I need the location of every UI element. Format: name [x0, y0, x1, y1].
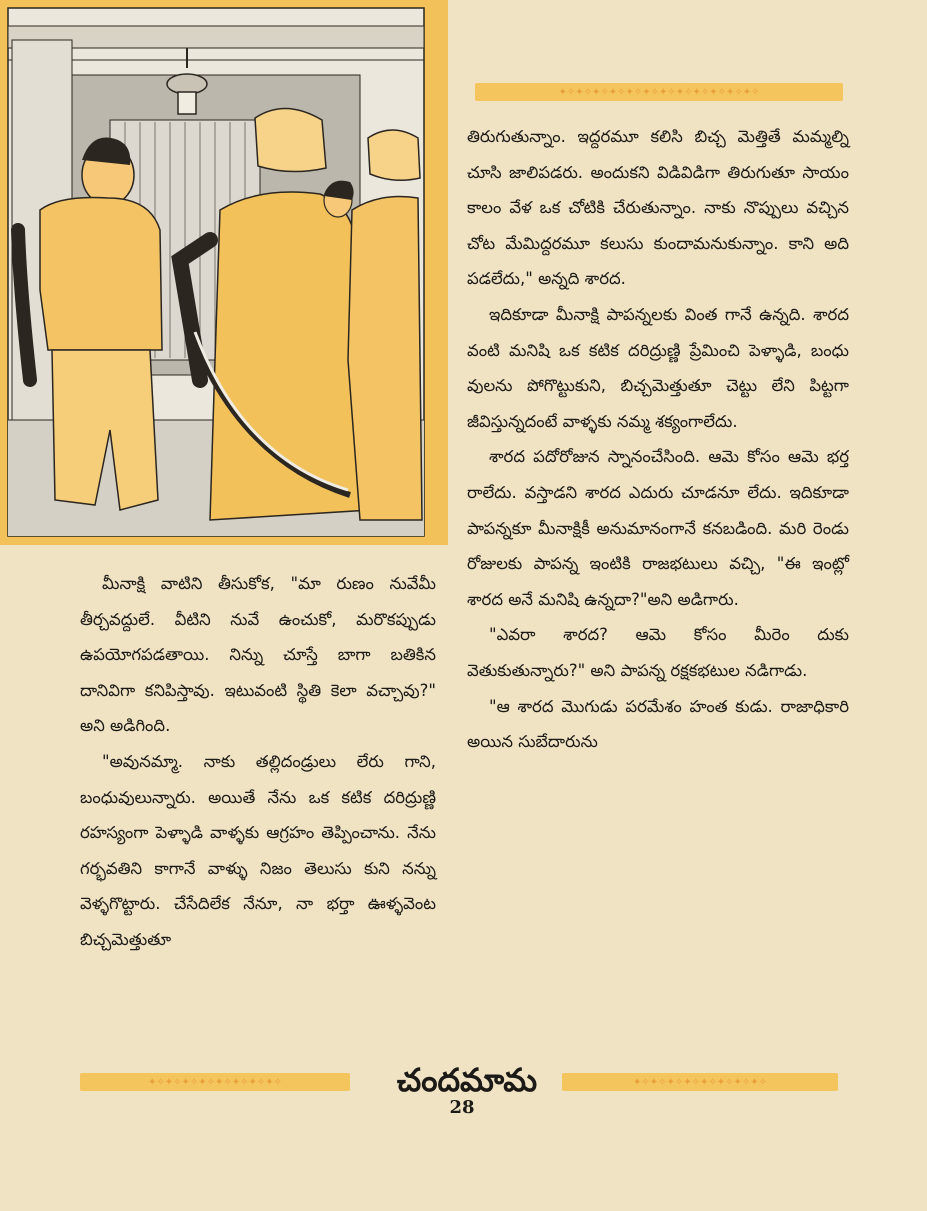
- right-paragraph-1: తిరుగుతున్నాం. ఇద్దరమూ కలిసి బిచ్చ మెత్తితే మమ్మల్ని చూసి జాలిపడరు. అందుకని విడివిడిగా తిరుగుతూ సాయం కాలం వేళ ఒక చోటికి చేరుతున్నాం. నాకు నొప్పులు వచ్చిన చోట మేమిద్దరమూ కలుసు కుందామనుకున్నాం. కాని అది పడలేదు," అన్నది శారద.: [467, 127, 849, 289]
- right-paragraph-2: ఇదికూడా మీనాక్షి పాపన్నలకు వింత గానే ఉన్నది. శారద వంటి మనిషి ఒక కటిక దరిద్రుణ్ణి ప్రేమించి పెళ్ళాడి, బంధు వులను పోగొట్టుకుని, బిచ్చమెత్తుతూ చెట్టు లేని పిట్టగా జీవిస్తున్నదంటే వాళ్ళకు నమ్మ శక్యంగాలేదు.: [467, 304, 849, 431]
- right-paragraph-3: శారద పదోరోజున స్నానంచేసింది. ఆమె కోసం ఆమె భర్త రాలేదు. వస్తాడని శారద ఎదురు చూడనూ లేదు. ఇదికూడా పాపన్నకూ మీనాక్షికీ అనుమానంగానే కనబడింది. మరి రెండు రోజులకు పాపన్న ఇంటికి రాజభటులు వచ్చి, "ఈ ఇంట్లో శారద అనే మనిషి ఉన్నదా?"అని అడిగారు.: [467, 447, 849, 609]
- left-paragraph-1: మీనాక్షి వాటిని తీసుకోక, "మా రుణం నువేమీ తీర్చవద్దులే. వీటిని నువే ఉంచుకో, మరొకప్పుడు ఉపయోగపడతాయి. నిన్ను చూస్తే బాగా బతికిన దానివిగా కనిపిస్తావు. ఇటువంటి స్థితి కెలా వచ్చావు?" అని అడిగింది.: [80, 574, 436, 736]
- right-paragraph-5: "ఆ శారద మొగుడు పరమేశం హంత కుడు. రాజాధికారి అయిన సుబేదారును: [467, 696, 849, 752]
- footer-border-right: ✦✧✦✧✦✧✦✧✦✧✦✧✦✧✦✧: [562, 1073, 838, 1091]
- footer-border-left: ✦✧✦✧✦✧✦✧✦✧✦✧✦✧✦✧: [80, 1073, 350, 1091]
- magazine-title: చందమామ: [396, 1061, 538, 1099]
- story-illustration: [0, 0, 448, 545]
- right-text-column: [467, 119, 849, 760]
- left-paragraph-2: "అవునమ్మా. నాకు తల్లిదండ్రులు లేరు గాని, బంధువులున్నారు. అయితే నేను ఒక కటిక దరిద్రుణ్ణి రహస్యంగా పెళ్ళాడి వాళ్ళకు ఆగ్రహం తెప్పించాను. నేను గర్భవతిని కాగానే వాళ్ళు నిజం తెలుసు కుని నన్ను వెళ్ళగొట్టారు. చేసేదిలేక నేనూ, నా భర్తా ఊళ్ళవెంట బిచ్చమెత్తుతూ: [80, 751, 436, 949]
- right-paragraph-4: "ఎవరా శారద? ఆమె కోసం మీరెం దుకు వెతుకుతున్నారు?" అని పాపన్న రక్షకభటుల నడిగాడు.: [467, 625, 849, 680]
- left-text-column: [80, 566, 436, 958]
- top-decorative-border: ✦✧✦✧✦✧✦✧✦✧✦✧✦✧✦✧✦✧✦✧✦✧✦✧: [475, 83, 843, 101]
- page-number: 28: [449, 1097, 475, 1118]
- illustration-drawing: [0, 0, 448, 545]
